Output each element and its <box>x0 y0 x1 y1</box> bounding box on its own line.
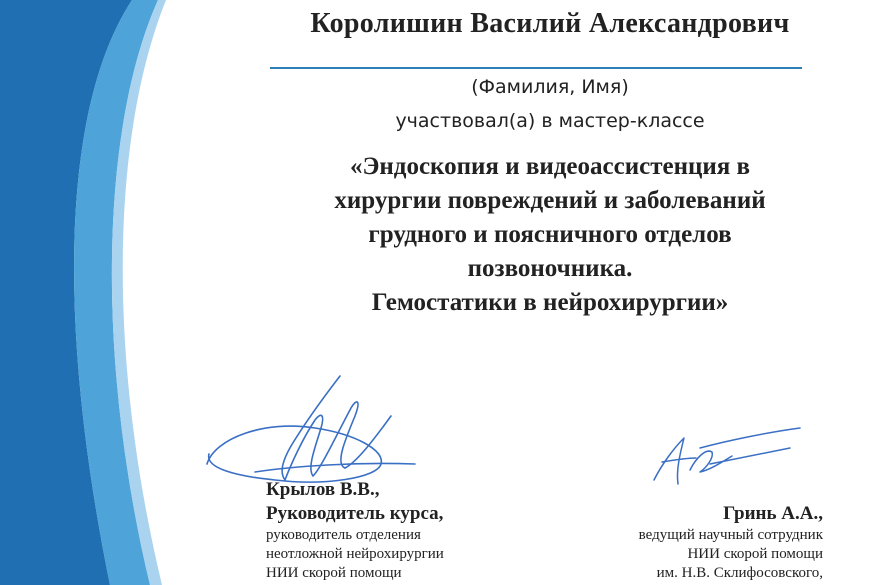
course-title-line: Гемостатики в нейрохирургии» <box>371 289 729 316</box>
signer-right-line: им. Н.В. Склифосовского, <box>656 565 823 581</box>
course-title-line: хирургии повреждений и заболеваний <box>334 187 766 214</box>
signer-left <box>266 478 526 583</box>
signer-left-role: Руководитель курса, <box>266 503 444 524</box>
course-title-line: «Эндоскопия и видеоассистенция в <box>349 153 751 180</box>
course-title <box>230 150 869 320</box>
course-title-line: грудного и поясничного отделов <box>368 221 732 248</box>
signer-right-name: Гринь А.А., <box>723 503 823 524</box>
signer-right <box>503 502 823 583</box>
signer-left-line: руководитель отделения <box>266 527 421 543</box>
right-signature <box>640 418 820 498</box>
name-underline <box>270 67 802 69</box>
participant-name: Королишин Василий Александрович <box>310 8 790 39</box>
signer-left-line: НИИ скорой помощи <box>266 565 402 581</box>
signer-left-line: неотложной нейрохирургии <box>266 546 444 562</box>
course-title-line: позвоночника. <box>467 255 633 282</box>
signer-left-name: Крылов В.В., <box>266 479 380 500</box>
participation-text: участвовал(а) в мастер-классе <box>395 110 705 132</box>
signer-right-line: ведущий научный сотрудник <box>638 527 823 543</box>
name-caption: (Фамилия, Имя) <box>471 76 629 98</box>
signer-right-line: НИИ скорой помощи <box>687 546 823 562</box>
